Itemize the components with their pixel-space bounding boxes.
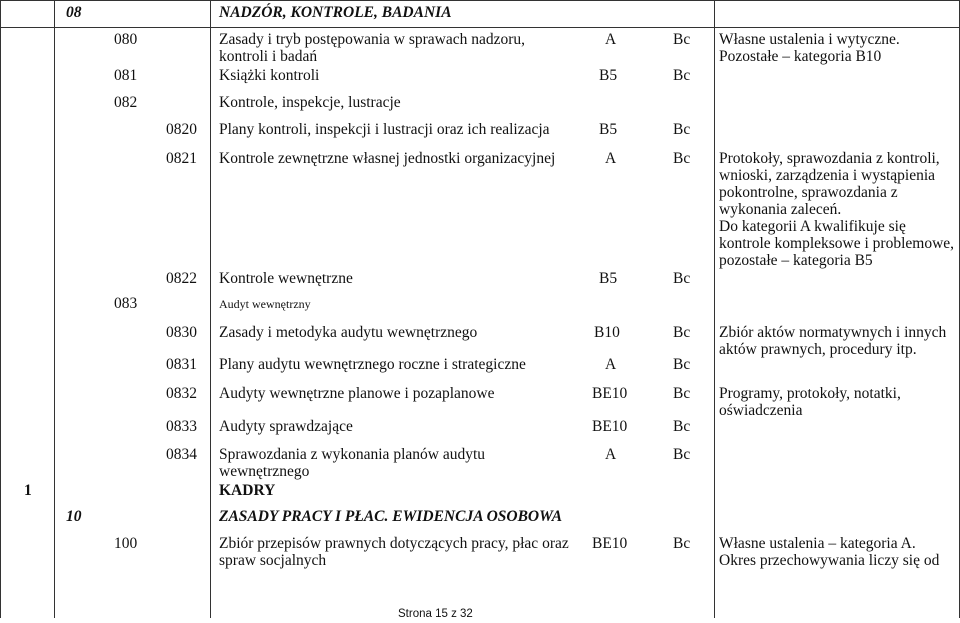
section-number: 08 xyxy=(66,4,82,21)
row-code: 083 xyxy=(114,295,138,312)
row-title: Książki kontroli xyxy=(219,67,320,84)
row-title: wewnętrznego xyxy=(219,463,310,480)
category-extra: Bc xyxy=(673,418,691,435)
row-divider xyxy=(0,27,960,28)
row-note: Własne ustalenia – kategoria A. xyxy=(719,535,916,552)
page-number: Strona 15 z 32 xyxy=(398,608,473,620)
category-extra: Bc xyxy=(673,356,691,373)
row-title: Kontrole, inspekcje, lustracje xyxy=(219,94,401,111)
category-extra: Bc xyxy=(673,150,691,167)
category-extra: Bc xyxy=(673,385,691,402)
category: B5 xyxy=(599,121,618,138)
row-code: 100 xyxy=(114,535,138,552)
row-note: Pozostałe – kategoria B10 xyxy=(719,48,882,65)
row-title: spraw socjalnych xyxy=(219,552,327,569)
category: A xyxy=(605,356,617,373)
row-code: 081 xyxy=(114,67,138,84)
row-note: Okres przechowywania liczy się od xyxy=(719,552,940,569)
row-note: Zbiór aktów normatywnych i innych xyxy=(719,324,947,341)
row-title: Zasady i metodyka audytu wewnętrznego xyxy=(219,324,478,341)
category-extra: Bc xyxy=(673,446,691,463)
row-title: kontroli i badań xyxy=(219,48,318,65)
category: A xyxy=(605,150,617,167)
category-extra: Bc xyxy=(673,121,691,138)
row-title: Plany kontroli, inspekcji i lustracji oraz ich realizacja xyxy=(219,121,550,138)
category-extra: Bc xyxy=(673,31,691,48)
row-note: pokontrolne, sprawozdania z xyxy=(719,184,898,201)
row-code: 0832 xyxy=(166,385,197,402)
row-title: Plany audytu wewnętrznego roczne i strategiczne xyxy=(219,356,526,373)
category: B5 xyxy=(599,270,618,287)
section-title: NADZÓR, KONTROLE, BADANIA xyxy=(219,4,452,21)
row-title: Kontrole zewnętrzne własnej jednostki organizacyjnej xyxy=(219,150,556,167)
column-divider xyxy=(714,0,715,618)
row-code: 0834 xyxy=(166,446,197,463)
category: BE10 xyxy=(592,535,628,552)
section-number: 1 xyxy=(24,482,32,499)
category: BE10 xyxy=(592,418,628,435)
row-code: 0822 xyxy=(166,270,197,287)
row-code: 0820 xyxy=(166,121,197,138)
category: A xyxy=(605,31,617,48)
category-extra: Bc xyxy=(673,324,691,341)
row-note: Do kategorii A kwalifikuje się xyxy=(719,218,906,235)
column-divider xyxy=(54,0,55,618)
row-code: 082 xyxy=(114,94,138,111)
row-code: 0821 xyxy=(166,150,197,167)
row-title: Audyty wewnętrzne planowe i pozaplanowe xyxy=(219,385,495,402)
row-title: Audyt wewnętrzny xyxy=(219,297,311,311)
row-note: aktów prawnych, procedury itp. xyxy=(719,341,917,358)
section-number: 10 xyxy=(66,508,82,525)
category-extra: Bc xyxy=(673,270,691,287)
row-title: Sprawozdania z wykonania planów audytu xyxy=(219,446,486,463)
category: A xyxy=(605,446,617,463)
row-note: pozostałe – kategoria B5 xyxy=(719,252,873,269)
category-extra: Bc xyxy=(673,67,691,84)
row-title: Kontrole wewnętrzne xyxy=(219,270,353,287)
row-title: Audyty sprawdzające xyxy=(219,418,353,435)
category: B5 xyxy=(599,67,618,84)
row-note: wykonania zaleceń. xyxy=(719,201,842,218)
row-code: 0830 xyxy=(166,324,197,341)
table-top-border xyxy=(0,0,960,1)
row-code: 0833 xyxy=(166,418,197,435)
section-title: KADRY xyxy=(219,482,276,499)
row-note: Protokoły, sprawozdania z kontroli, xyxy=(719,150,940,167)
row-title: Zbiór przepisów prawnych dotyczących pracy, płac oraz xyxy=(219,535,569,552)
section-title: ZASADY PRACY I PŁAC. EWIDENCJA OSOBOWA xyxy=(219,508,563,525)
row-note: Własne ustalenia i wytyczne. xyxy=(719,31,900,48)
column-divider xyxy=(210,0,211,618)
row-code: 0831 xyxy=(166,356,197,373)
row-note: wnioski, zarządzenia i wystąpienia xyxy=(719,167,936,184)
row-code: 080 xyxy=(114,31,138,48)
table-left-border xyxy=(0,0,1,618)
row-note: kontrole kompleksowe i problemowe, xyxy=(719,235,955,252)
row-note: oświadczenia xyxy=(719,402,803,419)
row-title: Zasady i tryb postępowania w sprawach nadzoru, xyxy=(219,31,526,48)
category: BE10 xyxy=(592,385,628,402)
category: B10 xyxy=(594,324,620,341)
row-note: Programy, protokoły, notatki, xyxy=(719,385,901,402)
category-extra: Bc xyxy=(673,535,691,552)
